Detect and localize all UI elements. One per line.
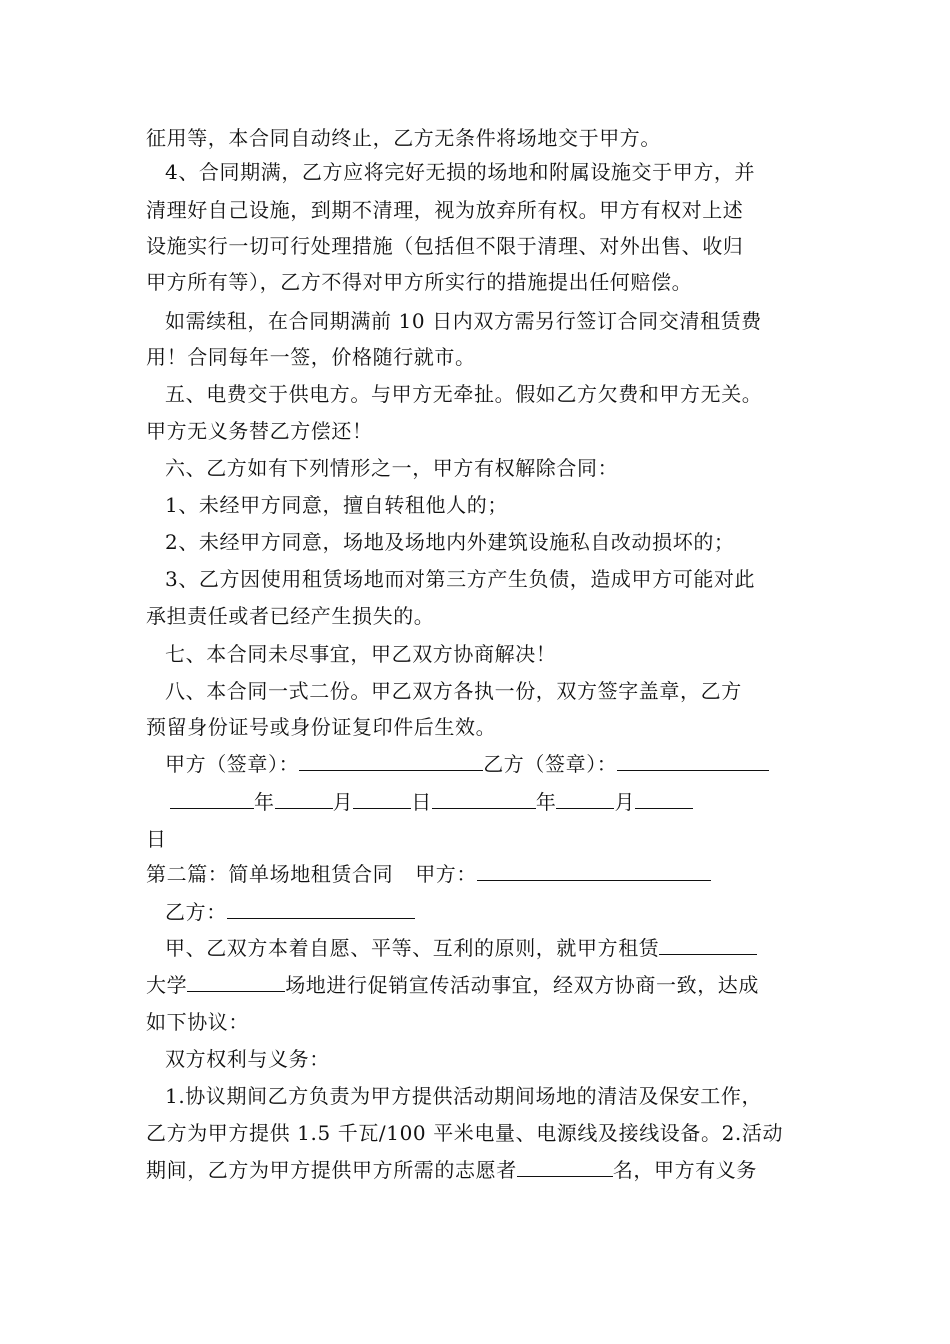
paragraph-line: 承担责任或者已经产生损失的。 (146, 604, 435, 628)
party-a-day-blank[interactable] (353, 790, 411, 809)
month-label: 月 (614, 790, 636, 814)
party-a-signature-blank[interactable] (299, 752, 483, 771)
year-label: 年 (535, 790, 557, 814)
venue-blank[interactable] (187, 973, 285, 992)
paragraph-line: 甲方所有等），乙方不得对甲方所实行的措施提出任何赔偿。 (146, 270, 693, 294)
clause-6-item-3: 3、乙方因使用租赁场地而对第三方产生负债，造成甲方可能对此 (165, 567, 756, 591)
obligation-1-line: 1.协议期间乙方负责为甲方提供活动期间场地的清洁及保安工作， (165, 1084, 763, 1108)
rights-heading: 双方权利与义务： (165, 1047, 330, 1071)
volunteer-text: 期间，乙方为甲方提供甲方所需的志愿者 (146, 1158, 517, 1182)
day-label: 日 (411, 790, 432, 814)
clause-5-line: 五、电费交于供电方。与甲方无牵扯。假如乙方欠费和甲方无关。 (165, 382, 763, 406)
volunteer-line (146, 1157, 757, 1183)
party-b-label: 乙方： (165, 900, 227, 924)
party-b-name-blank[interactable] (227, 900, 415, 919)
paragraph-line: 清理好自己设施，到期不清理，视为放弃所有权。甲方有权对上述 (146, 198, 744, 222)
second-contract-title-line (146, 861, 711, 887)
paragraph-line: 乙方为甲方提供 1.5 千瓦/100 平米电量、电源线及接线设备。2.活动 (146, 1121, 784, 1145)
party-b-line (165, 899, 415, 925)
volunteer-text: 名，甲方有义务 (612, 1158, 758, 1182)
year-label: 年 (254, 790, 275, 814)
agreement-intro-line (165, 935, 757, 961)
clause-8-line: 八、本合同一式二份。甲乙双方各执一份，双方签字盖章，乙方 (165, 679, 742, 703)
clause-7-line: 七、本合同未尽事宜，甲乙双方协商解决！ (165, 642, 557, 666)
paragraph-line: 征用等，本合同自动终止，乙方无条件将场地交于甲方。 (146, 126, 661, 150)
date-line (170, 789, 693, 815)
paragraph-line: 预留身份证号或身份证复印件后生效。 (146, 715, 497, 739)
paragraph-line: 如下协议： (146, 1010, 249, 1034)
party-b-year-blank[interactable] (432, 790, 536, 809)
clause-6-item-1: 1、未经甲方同意，擅自转租他人的； (165, 493, 508, 517)
renewal-line: 如需续租，在合同期满前 10 日内双方需另行签订合同交清租赁费 (165, 309, 762, 333)
party-b-month-blank[interactable] (556, 790, 614, 809)
party-a-year-blank[interactable] (170, 790, 254, 809)
party-b-day-blank[interactable] (635, 790, 693, 809)
clause-6-line: 六、乙方如有下列情形之一，甲方有权解除合同： (165, 456, 619, 480)
party-a-signature-label: 甲方（签章）： (165, 752, 300, 776)
rented-location-blank[interactable] (659, 936, 757, 955)
intro-text: 场地进行促销宣传活动事宜，经双方协商一致，达成 (285, 973, 760, 997)
month-label: 月 (332, 790, 354, 814)
party-b-signature-blank[interactable] (617, 752, 769, 771)
intro-text: 大学 (146, 973, 188, 997)
clause-6-item-2: 2、未经甲方同意，场地及场地内外建筑设施私自改动损坏的； (165, 530, 735, 554)
clause-4-line: 4、合同期满，乙方应将完好无损的场地和附属设施交于甲方，并 (165, 160, 756, 184)
intro-text: 甲、乙双方本着自愿、平等、互利的原则，就甲方租赁 (165, 936, 660, 960)
agreement-intro-line (146, 972, 759, 998)
party-a-name-blank[interactable] (477, 862, 711, 881)
signature-line (165, 751, 769, 777)
section-title: 第二篇：简单场地租赁合同 (146, 862, 394, 886)
paragraph-line: 用！合同每年一签，价格随行就市。 (146, 345, 476, 369)
volunteer-count-blank[interactable] (517, 1158, 613, 1177)
party-a-label: 甲方： (415, 862, 478, 886)
party-a-month-blank[interactable] (275, 790, 333, 809)
party-b-signature-label: 乙方（签章）： (483, 752, 618, 776)
day-label: 日 (146, 827, 167, 851)
paragraph-line: 设施实行一切可行处理措施（包括但不限于清理、对外出售、收归 (146, 234, 744, 258)
paragraph-line: 甲方无义务替乙方偿还！ (146, 419, 373, 443)
